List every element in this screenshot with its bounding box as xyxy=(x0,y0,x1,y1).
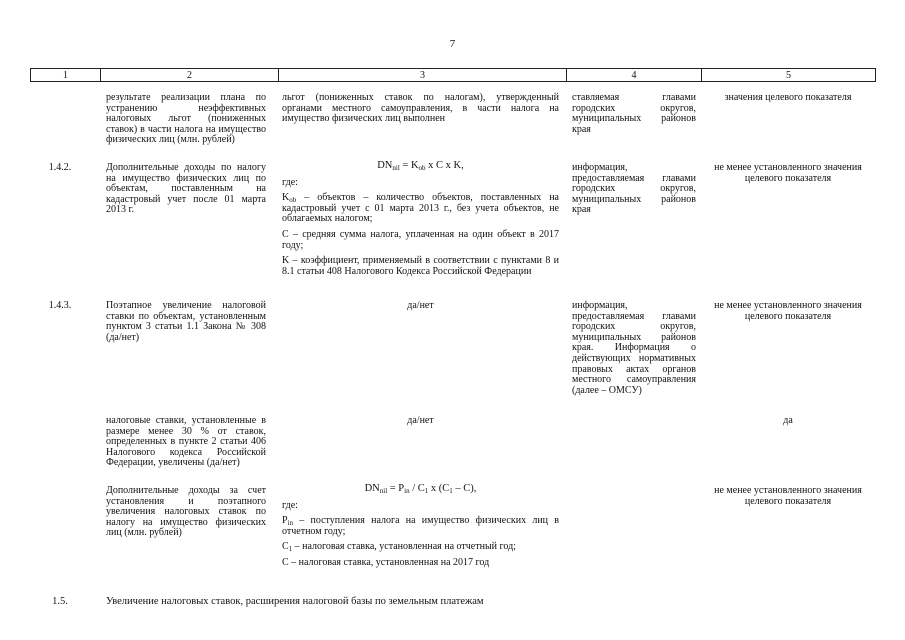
column-header-1: 1 xyxy=(30,68,101,82)
row0-col3: льгот (пониженных ставок по налогам), утвержденный органами местного самоуправления, в части налога на имущество физических лиц выполнен xyxy=(282,92,559,125)
row4-pin-definition: $P_{in}$ – поступления налога на имущество физических лиц в отчетном году; xyxy=(282,515,559,537)
row0-col2: результате реализации плана по устранению неэффективных налоговых льгот (пониженных ставок) в части налога на имущество физических лиц (млн. рублей) xyxy=(106,92,266,146)
row1-col2: Дополнительные доходы по налогу на имущество физических лиц по объектам, поставленным на кадастровый учет после 01 марта 2013 г. xyxy=(106,162,266,216)
row0-col4: ставляемая главами городских округов, муниципальных районов края xyxy=(572,92,696,135)
row1-k-definition: K – коэффициент, применяемый в соответствии с пунктами 8 и 8.1 статьи 408 Налогового Кодекса Российской Федерации xyxy=(282,255,559,277)
column-header-5: 5 xyxy=(701,68,876,82)
section-number: 1.5. xyxy=(52,596,68,607)
column-header-4: 4 xyxy=(566,68,702,82)
row1-col4: информация, предоставляемая главами городских округов, муниципальных районов края xyxy=(572,162,696,216)
row1-formula: $DN_{nil} = K_{ob}$ x C x K, xyxy=(377,160,464,172)
row1-col3 xyxy=(282,161,559,282)
row2-col5: не менее установленного значения целевого показателя xyxy=(714,300,862,322)
row1-where: где: xyxy=(282,176,298,188)
row3-col5: да xyxy=(783,415,793,426)
column-header-3: 3 xyxy=(278,68,567,82)
row2-col4: информация, предоставляемая главами городских округов, муниципальных районов края. Информация о действующих нормативных правовых актах органов местного самоуправления (далее – ОМСУ) xyxy=(572,300,696,396)
row4-col5: не менее установленного значения целевого показателя xyxy=(714,485,862,507)
row4-formula: $DN_{nil} = P_{in} / C_1$ x $(C_1 - C)$, xyxy=(364,483,477,495)
row3-col2: налоговые ставки, установленные в размере менее 30 % от ставок, определенных в пункте 2 статьи 406 Налогового кодекса Российской Федерации, увеличены (да/нет) xyxy=(106,415,266,469)
row2-col2: Поэтапное увеличение налоговой ставки по объектам, установленным пунктом 3 статьи 1.1 Закона № 308 (да/нет) xyxy=(106,300,266,343)
section-title: Увеличение налоговых ставок, расширения налоговой базы по земельным платежам xyxy=(106,596,484,607)
row4-c1-definition: $C_1$ – налоговая ставка, установленная на отчетный год; xyxy=(282,541,516,554)
row2-number: 1.4.3. xyxy=(48,300,72,311)
row1-number: 1.4.2. xyxy=(48,162,72,173)
row0-col5: значения целевого показателя xyxy=(724,92,852,103)
page-number: 7 xyxy=(449,38,456,50)
column-header-2: 2 xyxy=(100,68,279,82)
row3-col3: да/нет xyxy=(407,415,434,426)
row4-where: где: xyxy=(282,499,298,511)
row4-c-definition: С – налоговая ставка, установленная на 2017 год xyxy=(282,556,490,568)
row1-c-definition: С – средняя сумма налога, уплаченная на один объект в 2017 году; xyxy=(282,228,559,251)
row2-col3: да/нет xyxy=(407,300,434,311)
row4-col2: Дополнительные доходы за счет установления и поэтапного увеличения налоговых ставок по налогу на имущество физических лиц (млн. рублей) xyxy=(106,485,266,539)
row1-kob-definition: $K_{ob}$ – объектов – количество объектов, поставленных на кадастровый учет с 01 марта 2013 г., без учета объектов, не облагаемых налогом; xyxy=(282,192,559,225)
row1-col5: не менее установленного значения целевого показателя xyxy=(714,162,862,184)
row4-col3 xyxy=(282,484,559,574)
